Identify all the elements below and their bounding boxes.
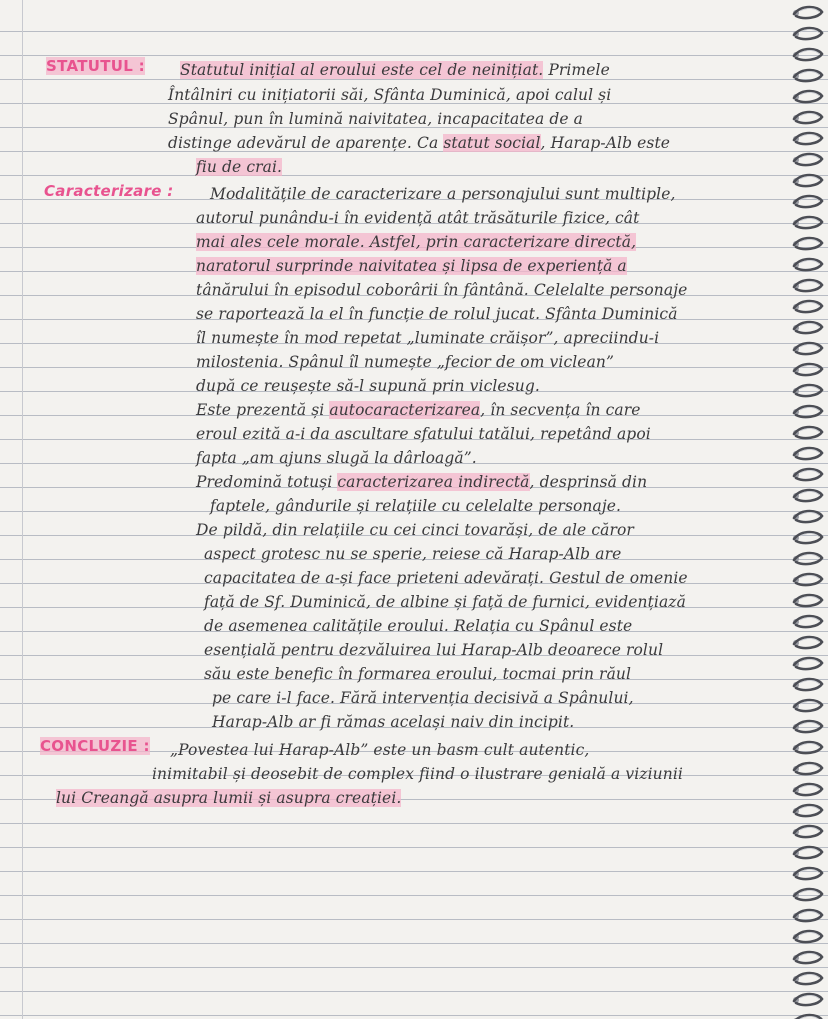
spiral-coil	[793, 910, 822, 921]
spiral-coil	[793, 448, 822, 459]
text-segment: Harap-Alb ar fi rămas același naiv din incipit.	[212, 713, 575, 731]
spiral-coil	[793, 973, 822, 984]
spiral-coil	[793, 742, 822, 753]
text-segment-keyword: statut social	[443, 134, 541, 152]
text-line	[196, 377, 540, 395]
spiral-coil	[793, 763, 822, 774]
text-line	[212, 713, 574, 731]
text-line	[196, 233, 636, 251]
spiral-coil	[793, 511, 822, 522]
spiral-coil	[793, 637, 822, 648]
text-segment: Modalitățile de caracterizare a personajului sunt multiple,	[210, 185, 676, 203]
text-line	[196, 158, 282, 176]
spiral-coil	[793, 133, 822, 144]
text-line	[168, 134, 670, 152]
text-line	[170, 741, 589, 759]
text-segment: milostenia. Spânul îl numește „fecior de om viclean”	[196, 353, 615, 371]
spiral-coil	[793, 196, 822, 207]
spiral-coil	[793, 721, 822, 732]
spiral-coil	[793, 217, 822, 228]
text-segment: inimitabil și deosebit de complex fiind o ilustrare genială a viziunii	[152, 765, 683, 783]
text-segment-keyword: caracterizarea indirectă	[337, 473, 530, 491]
text-segment-keyword: neinițiat.	[471, 61, 544, 79]
text-segment: De pildă, din relațiile cu cei cinci tovarăși, de ale căror	[196, 521, 634, 539]
text-line	[210, 185, 676, 203]
text-segment: , Harap-Alb este	[540, 134, 671, 152]
spiral-coil	[793, 826, 822, 837]
spiral-coil	[793, 931, 822, 942]
text-line	[196, 329, 659, 347]
spiral-coil	[793, 700, 822, 711]
text-line	[196, 305, 678, 323]
text-segment: său este benefic în formarea eroului, tocmai prin răul	[204, 665, 632, 683]
spiral-coil	[793, 70, 822, 81]
spiral-coil	[793, 994, 822, 1005]
text-line	[196, 521, 634, 539]
text-segment: de asemenea calitățile eroului. Relația cu Spânul este	[204, 617, 633, 635]
text-line	[196, 449, 477, 467]
spiral-coil	[793, 112, 822, 123]
text-segment: , în secvența în care	[480, 401, 641, 419]
text-line	[212, 689, 634, 707]
text-line	[204, 665, 631, 683]
text-line	[196, 353, 614, 371]
spiral-coil	[793, 322, 822, 333]
spiral-coil	[793, 805, 822, 816]
text-line	[196, 401, 641, 419]
spiral-coil	[793, 427, 822, 438]
spiral-coil	[793, 784, 822, 795]
heading-label: Caracterizare :	[44, 182, 174, 200]
spiral-coil	[793, 889, 822, 900]
text-segment: îl numește în mod repetat „luminate crăișor”, apreciindu-i	[196, 329, 660, 347]
spiral-coil	[793, 28, 822, 39]
text-segment: Întâlniri cu inițiatorii săi, Sfânta Duminică, apoi calul și	[168, 86, 612, 104]
text-segment: naratorul surprinde naivitatea și lipsa de experiență a	[196, 257, 627, 275]
spiral-coil	[793, 49, 822, 60]
spiral-coil	[793, 364, 822, 375]
spiral-coil	[793, 553, 822, 564]
spiral-coil	[793, 238, 822, 249]
text-segment: se raportează la el în funcție de rolul jucat. Sfânta Duminică	[196, 305, 678, 323]
text-segment: lui Creangă asupra lumii și asupra creației.	[56, 789, 402, 807]
text-line	[204, 545, 621, 563]
spiral-coil	[793, 259, 822, 270]
text-segment: , desprinsă din	[529, 473, 648, 491]
text-line	[152, 765, 683, 783]
text-line	[204, 593, 686, 611]
text-segment: mai ales cele morale. Astfel, prin caracterizare directă,	[196, 233, 637, 251]
text-segment: Este prezentă și	[196, 401, 330, 419]
spiral-coil	[793, 154, 822, 165]
text-segment: Statutul inițial al eroului este cel de	[180, 61, 472, 79]
spiral-coil	[793, 280, 822, 291]
text-line	[180, 61, 610, 79]
text-segment: față de Sf. Duminică, de albine și față de furnici, evidențiază	[204, 593, 686, 611]
spiral-coil	[793, 343, 822, 354]
text-segment: fiu de crai.	[196, 158, 283, 176]
heading-label: CONCLUZIE :	[40, 737, 150, 755]
text-segment: după ce reușește să-l supună prin viclesug.	[196, 377, 540, 395]
margin-line	[22, 0, 23, 1019]
spiral-coil	[793, 1015, 822, 1019]
text-segment: „Povestea lui Harap-Alb” este un basm cult autentic,	[170, 741, 590, 759]
spiral-coil	[793, 301, 822, 312]
text-segment: tânărului în episodul coborârii în fântână. Celelalte personaje	[196, 281, 688, 299]
text-segment: fapta „am ajuns slugă la dârloagă”.	[196, 449, 477, 467]
text-line	[204, 617, 632, 635]
text-segment: Predomină totuși	[196, 473, 338, 491]
spiral-coil	[793, 490, 822, 501]
spiral-binding	[782, 0, 828, 1019]
spiral-coil	[793, 91, 822, 102]
spiral-coil	[793, 7, 822, 18]
text-line	[196, 281, 687, 299]
text-line	[196, 209, 639, 227]
text-segment: Spânul, pun în lumină naivitatea, incapacitatea de a	[168, 110, 584, 128]
heading-caracterizare	[44, 182, 174, 200]
spiral-coil	[793, 616, 822, 627]
spiral-coil	[793, 385, 822, 396]
text-line	[56, 789, 401, 807]
text-segment: faptele, gândurile și relațiile cu celelalte personaje.	[210, 497, 622, 515]
text-segment: autorul punându-i în evidență atât trăsăturile fizice, cât	[196, 209, 640, 227]
spiral-coil	[793, 532, 822, 543]
spiral-coil	[793, 658, 822, 669]
text-line	[196, 473, 647, 491]
spiral-coil	[793, 679, 822, 690]
text-line	[196, 425, 651, 443]
text-line	[204, 641, 663, 659]
spiral-coil	[793, 952, 822, 963]
spiral-coil	[793, 868, 822, 879]
spiral-coil	[793, 469, 822, 480]
text-line	[210, 497, 621, 515]
spiral-coil	[793, 574, 822, 585]
spiral-coil	[793, 406, 822, 417]
spiral-coil	[793, 847, 822, 858]
text-segment: Primele	[543, 61, 610, 79]
spiral-coil	[793, 175, 822, 186]
spiral-coil	[793, 595, 822, 606]
text-segment: aspect grotesc nu se sperie, reiese că Harap-Alb are	[204, 545, 622, 563]
text-segment: esențială pentru dezvăluirea lui Harap-Alb deoarece rolul	[204, 641, 664, 659]
text-segment: eroul ezită a-i da ascultare sfatului tatălui, repetând apoi	[196, 425, 651, 443]
text-segment: capacitatea de a-și face prieteni adevărați. Gestul de omenie	[204, 569, 688, 587]
text-line	[196, 257, 627, 275]
text-segment: distinge adevărul de aparențe. Ca	[168, 134, 444, 152]
text-segment: pe care i-l face. Fără intervenția decisivă a Spânului,	[212, 689, 634, 707]
text-line	[204, 569, 688, 587]
heading-statutul	[46, 57, 145, 75]
text-segment-keyword: autocaracterizarea	[329, 401, 481, 419]
text-line	[168, 110, 583, 128]
text-line	[168, 86, 611, 104]
heading-label: STATUTUL :	[46, 57, 145, 75]
heading-concluzie	[40, 737, 150, 755]
